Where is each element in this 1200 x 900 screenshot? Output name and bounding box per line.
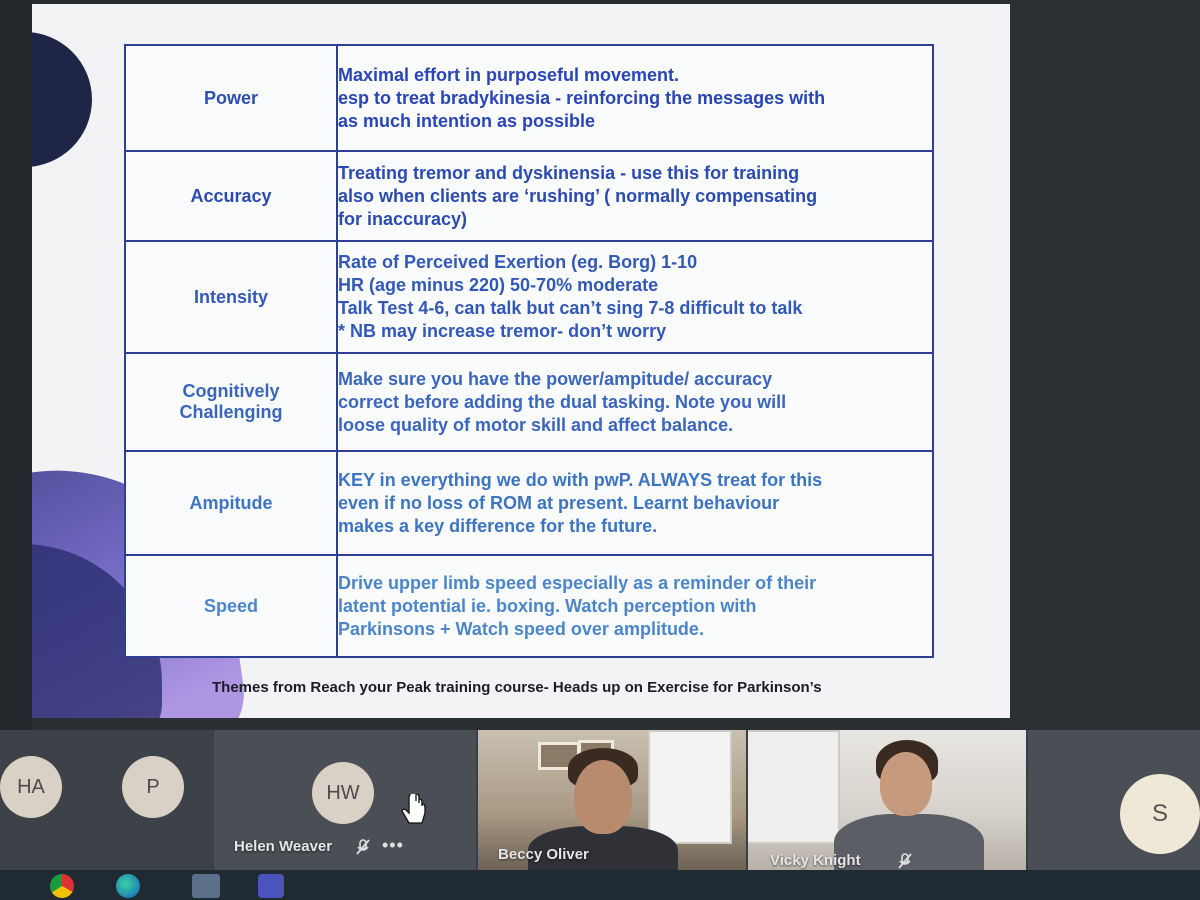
description-line: esp to treat bradykinesia - reinforcing the messages with [338,87,826,108]
avatar: HA [0,756,62,818]
more-icon[interactable]: ••• [382,835,404,855]
description-line: * NB may increase tremor- don’t worry [338,321,667,341]
avatar: HW [312,762,374,824]
avatar: S [1120,774,1200,854]
taskbar [0,870,1200,900]
teams-icon[interactable] [258,874,284,898]
participant-tile-ha[interactable] [0,730,100,870]
mic-off-icon [896,852,914,870]
themes-table [124,44,934,658]
theme-description [337,151,933,241]
participant-tile-s[interactable] [1028,730,1200,870]
description-line: makes a key difference for the future. [338,515,658,536]
description-line: loose quality of motor skill and affect balance. [338,414,734,435]
description-line: correct before adding the dual tasking. Note you will [338,391,787,412]
participant-strip [0,730,1200,870]
participant-name: Vicky Knight [770,852,861,869]
theme-name-line: Cognitively [182,381,280,401]
shared-slide [32,4,1010,718]
table-row [125,45,933,151]
description-line: Treating tremor and dyskinensia - use this for training [338,162,800,183]
slide-caption: Themes from Reach your Peak training course- Heads up on Exercise for Parkinson’s [212,679,822,696]
participant-name: Helen Weaver [234,838,333,855]
description-line: KEY in everything we do with pwP. ALWAYS treat for this [338,469,823,490]
monitor-bezel-left [0,0,32,730]
chrome-icon[interactable] [50,874,74,898]
edge-icon[interactable] [116,874,140,898]
mic-off-icon [354,838,372,856]
theme-description [337,241,933,353]
theme-name: Speed [125,555,337,657]
description-line: latent potential ie. boxing. Watch perception with [338,595,757,616]
theme-name-line: Challenging [179,402,283,422]
theme-description [337,353,933,451]
table-row [125,353,933,451]
table-row [125,241,933,353]
theme-name: Accuracy [125,151,337,241]
description-line: for inaccuracy) [338,208,468,229]
description-line: HR (age minus 220) 50-70% moderate [338,275,659,295]
avatar: P [122,756,184,818]
theme-description [337,555,933,657]
person-face [880,752,932,816]
theme-name [125,353,337,451]
screen-share-background [1000,0,1200,730]
table-row [125,151,933,241]
theme-description [337,45,933,151]
video-tile-beccy-oliver[interactable] [478,730,746,870]
theme-name: Ampitude [125,451,337,555]
description-line: Make sure you have the power/ampitude/ accuracy [338,368,773,389]
description-line: also when clients are ‘rushing’ ( normally compensating [338,185,818,206]
participant-name: Beccy Oliver [498,846,589,863]
description-line: Maximal effort in purposeful movement. [338,64,680,85]
background-window [648,730,732,844]
table-row [125,451,933,555]
background-door [748,730,840,844]
person-face [574,760,632,834]
participant-tile-p[interactable] [100,730,212,870]
description-line: Parkinsons + Watch speed over amplitude. [338,618,704,639]
description-line: as much intention as possible [338,110,596,131]
theme-name: Intensity [125,241,337,353]
slide-decoration-blob [32,32,92,167]
participant-tile-helen-weaver[interactable] [214,730,476,870]
hand-cursor-icon [400,794,430,832]
description-line: Rate of Perceived Exertion (eg. Borg) 1-10 [338,252,698,272]
theme-description [337,451,933,555]
video-tile-vicky-knight[interactable] [748,730,1026,870]
description-line: Drive upper limb speed especially as a reminder of their [338,572,817,593]
theme-name: Power [125,45,337,151]
description-line: Talk Test 4-6, can talk but can’t sing 7-8 difficult to talk [338,298,803,318]
app-icon[interactable] [192,874,220,898]
table-row [125,555,933,657]
description-line: even if no loss of ROM at present. Learnt behaviour [338,492,780,513]
